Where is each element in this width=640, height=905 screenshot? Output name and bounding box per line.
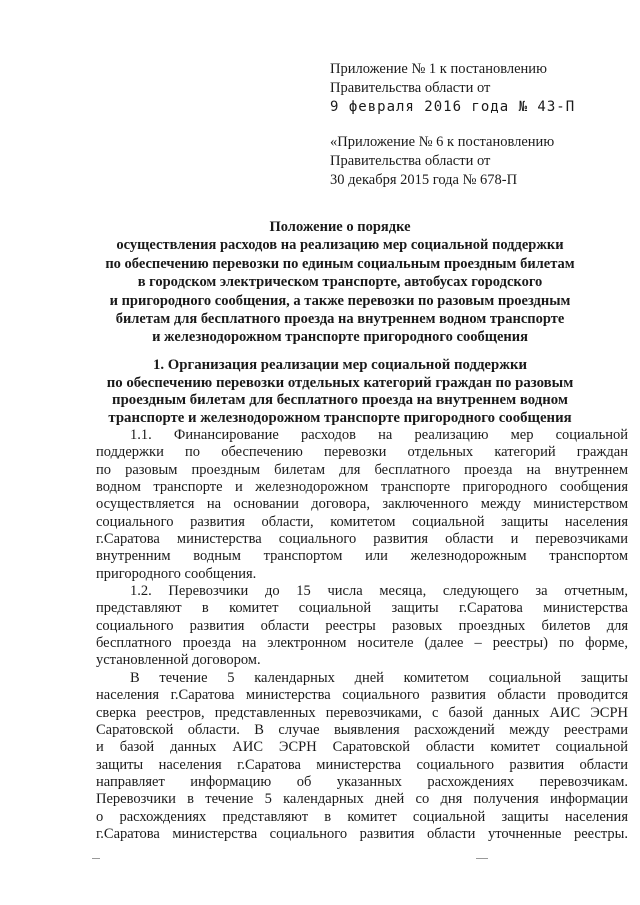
appendix-1-line-2: Правительства области от xyxy=(330,80,491,96)
paragraph-1-2b-line: защиты населения г.Саратова министерства социального развития области xyxy=(96,756,628,773)
paragraph-1-2b-line: В течение 5 календарных дней комитетом социальной защиты xyxy=(130,669,628,686)
paragraph-1-1-line: г.Саратова министерства социального развития области и перевозчиками xyxy=(96,531,628,548)
title-line: и пригородного сообщения, а также перевозки по разовым проездным xyxy=(109,292,571,309)
section-1-body xyxy=(96,427,628,843)
paragraph-1-2b-line: Перевозчики в течение 5 календарных дней со дня получения информации xyxy=(96,791,628,808)
title-line: и железнодорожном транспорте пригородного сообщения xyxy=(152,329,528,346)
paragraph-1-2b-line: о расхождениях представляют в комитет социальной защиты населения xyxy=(96,808,628,825)
paragraph-1-2b-line: направляет информацию об указанных расхождениях перевозчикам. xyxy=(96,773,628,790)
paragraph-1-2-line: 1.2. Перевозчики до 15 числа месяца, следующего за отчетным, xyxy=(130,583,628,600)
paragraph-1-2b-line: населения г.Саратова министерства социального развития области проводится xyxy=(96,687,628,704)
document-title xyxy=(60,218,620,347)
appendix-1-line-1: Приложение № 1 к постановлению xyxy=(330,61,547,77)
appendix-6-header xyxy=(330,133,630,190)
paragraph-1-1-line: пригородного сообщения. xyxy=(96,565,257,582)
paragraph-1-1-line: внутренним водным транспортом или железнодорожным транспортом xyxy=(96,548,628,565)
section-heading-line: проездным билетам для бесплатного проезда на внутреннем водном xyxy=(112,392,568,408)
paragraph-1-2b-line: сверка реестров, представленных перевозчиками, с базой данных АИС ЭСРН xyxy=(96,704,628,721)
paragraph-1-2-line: установленной договором. xyxy=(96,652,261,669)
appendix-6-line-3: 30 декабря 2015 года № 678-П xyxy=(330,172,518,188)
paragraph-1-2b-line: Саратовской области. В случае выявления расхождений между реестрами xyxy=(96,721,628,738)
appendix-6-line-1: «Приложение № 6 к постановлению xyxy=(330,134,555,150)
title-line: Положение о порядке xyxy=(269,219,411,235)
paragraph-1-1-line: 1.1. Финансирование расходов на реализацию мер социальной xyxy=(130,427,628,443)
paragraph-1-2-line: представляют в комитет социальной защиты г.Саратова министерства xyxy=(96,600,628,617)
scan-artifact xyxy=(92,858,100,859)
title-line: по обеспечению перевозки по единым социальным проездным билетам xyxy=(105,255,575,272)
paragraph-1-1-line: социального развития области, комитетом социальной защиты населения xyxy=(96,513,628,530)
paragraph-1-2b-line: и базой данных АИС ЭСРН Саратовской области комитет социальной xyxy=(96,739,628,756)
paragraph-1-2-line: бесплатного проезда на электронном носителе (далее – реестры) по форме, xyxy=(96,635,628,652)
title-line: в городском электрическом транспорте, автобусах городского xyxy=(137,274,543,291)
section-heading-line: по обеспечению перевозки отдельных категорий граждан по разовым xyxy=(106,374,574,391)
paragraph-1-1-line: поддержки по обеспечению перевозки отдельных категорий граждан xyxy=(96,444,628,461)
paragraph-1-1-line: по разовым проездным билетам для бесплатного проезда на внутреннем xyxy=(96,461,628,478)
section-heading-line: транспорте и железнодорожном транспорте пригородного сообщения xyxy=(108,409,572,426)
paragraph-1-1-line: водном транспорте и железнодорожном транспорте пригородного сообщения xyxy=(96,479,628,496)
title-line: билетам для бесплатного проезда на внутреннем водном транспорте xyxy=(115,311,565,328)
section-heading-line: 1. Организация реализации мер социальной поддержки xyxy=(152,357,528,373)
paragraph-1-2b-line: г.Саратова министерства социального развития области уточненные реестры. xyxy=(96,825,628,842)
scan-artifact xyxy=(476,858,488,859)
appendix-1-date-number: 9 февраля 2016 года № 43-П xyxy=(330,99,576,115)
paragraph-1-2-line: социального развития области реестры разовых проездных билетов для xyxy=(96,617,628,634)
title-line: осуществления расходов на реализацию мер социальной поддержки xyxy=(116,237,564,254)
section-1-heading xyxy=(72,357,608,427)
paragraph-1-1-line: осуществляется на основании договора, заключенного между министерством xyxy=(96,496,628,513)
appendix-1-header xyxy=(330,60,630,117)
appendix-6-line-2: Правительства области от xyxy=(330,153,491,169)
